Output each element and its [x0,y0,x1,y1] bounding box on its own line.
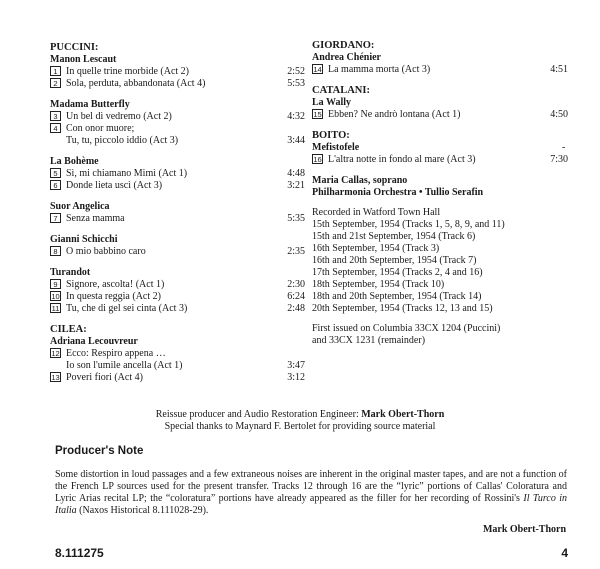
recording-line: 16th and 20th September, 1954 (Track 7) [312,255,477,266]
track-title: Io son l'umile ancella (Act 1) [66,360,183,371]
track-duration: 3:44 [287,135,305,146]
work-group [50,99,305,147]
track-duration: 2:48 [287,303,305,314]
track-duration: 2:52 [287,66,305,77]
track-title: Poveri fiori (Act 4) [66,372,143,383]
work-group [50,336,305,384]
recording-line: 18th and 20th September, 1954 (Track 14) [312,291,482,302]
producer-signature: Mark Obert-Thorn [482,524,566,535]
track-row [50,66,305,78]
track-title: Signore, ascolta! (Act 1) [66,279,165,290]
track-row [312,154,568,166]
track-title: Con onor muore; [66,123,135,134]
track-number-box [50,135,61,145]
work-group [50,234,305,258]
track-number-box: 12 [51,349,60,358]
track-duration: 3:21 [287,180,305,191]
track-number-box: 3 [50,111,61,121]
producers-note-heading: Producer's Note [55,445,144,457]
track-title: In quelle trine morbide (Act 2) [66,66,190,77]
work-title: Gianni Schicchi [50,234,118,245]
track-row [50,348,305,360]
work-title: Suor Angelica [50,201,110,212]
work-group [50,267,305,315]
track-duration: 3:12 [287,372,305,383]
track-number-box: 8 [50,246,61,256]
track-row [50,303,305,315]
track-duration: 5:53 [287,78,305,89]
track-duration: 2:30 [287,279,305,290]
track-title: Un bel dì vedremo (Act 2) [66,111,172,122]
credits-name: Mark Obert-Thorn [361,409,445,420]
track-number-box: 11 [51,304,60,313]
track-title: Ebben? Ne andrò lontana (Act 1) [328,109,461,120]
track-title: Tu, che di gel sei cinta (Act 3) [66,303,188,314]
left-tracklist [50,42,305,393]
track-row [50,111,305,123]
track-duration: 4:48 [287,168,305,179]
track-duration: 7:30 [550,154,568,165]
note-text-1: Some distortion in loud passages and a few extraneous noises are inherent in the original master tapes, and are not a function of the French LP sources used for the present transfer. Tracks 12 through 16 are the “lyric” portions of Callas' Coloratura and Lyric Arias recital LP; the “coloratura” portions have already appeared as the filler for her recording of Rossini's [55,469,567,504]
track-row [50,213,305,225]
track-row [50,246,305,258]
credits-line [0,409,600,421]
track-title: La mamma morta (Act 3) [328,64,431,75]
track-row [50,78,305,90]
track-duration: 3:47 [287,360,305,371]
issue-line: and 33CX 1231 (remainder) [312,335,426,346]
track-row [50,168,305,180]
track-number-box: 9 [50,279,61,289]
recording-line: 15th and 21st September, 1954 (Track 6) [312,231,476,242]
work-group [312,142,568,166]
work-title: Adriana Lecouvreur [50,336,138,347]
track-number-box: 10 [51,292,60,301]
work-title: Andrea Chénier [312,52,381,63]
track-row [50,279,305,291]
producers-note-text [55,469,567,517]
work-group [50,156,305,192]
margin-mark: - [562,142,566,153]
recording-line: Recorded in Watford Town Hall [312,207,441,218]
track-row [50,123,305,135]
track-row [50,291,305,303]
track-row [50,135,305,147]
track-number-box: 7 [50,213,61,223]
track-title: Senza mamma [66,213,125,224]
track-number-box: 13 [51,373,60,382]
work-title: Mefistofele [312,142,360,153]
note-text-2: (Naxos Historical 8.111028-29). [76,505,209,516]
composer-name: CATALANI: [312,85,370,96]
recording-line: 17th September, 1954 (Tracks 2, 4 and 16) [312,267,483,278]
work-title: Madama Butterfly [50,99,130,110]
composer-name: GIORDANO: [312,40,375,51]
right-tracklist [312,40,568,347]
issue-info [312,323,568,347]
work-title: La Bohème [50,156,99,167]
track-duration: 2:35 [287,246,305,257]
track-title: L'altra notte in fondo al mare (Act 3) [328,154,476,165]
recording-line: 20th September, 1954 (Tracks 12, 13 and 15) [312,303,493,314]
page-number: 4 [561,546,568,560]
track-row [50,360,305,372]
track-title: O mio babbino caro [66,246,146,257]
track-duration: 4:51 [550,64,568,75]
track-number-box: 15 [313,110,322,119]
track-duration: 6:24 [287,291,305,302]
artist-orchestra: Philharmonia Orchestra • Tullio Serafin [312,187,484,198]
work-group [312,52,568,76]
work-title: Manon Lescaut [50,54,117,65]
catalog-number: 8.111275 [55,546,104,560]
track-number-box: 1 [50,66,61,76]
track-duration: 4:32 [287,111,305,122]
work-group [50,54,305,90]
track-title: Donde lieta uscì (Act 3) [66,180,163,191]
recording-line: 18th September, 1954 (Track 10) [312,279,445,290]
credits-thanks: Special thanks to Maynard F. Bertolet for providing source material [164,421,436,432]
recording-line: 15th September, 1954 (Tracks 1, 5, 8, 9, and 11) [312,219,505,230]
credits-prefix: Reissue producer and Audio Restoration Engineer: [155,409,362,420]
track-number-box: 2 [50,78,61,88]
track-number-box [50,360,61,370]
recording-line: 16th September, 1954 (Track 3) [312,243,440,254]
work-title: Turandot [50,267,91,278]
recording-info [312,207,568,315]
work-group [50,201,305,225]
track-row [50,180,305,192]
artists [312,175,568,199]
track-row [312,64,568,76]
track-title: Sì, mi chiamano Mimì (Act 1) [66,168,188,179]
track-title: Sola, perduta, abbandonata (Act 4) [66,78,206,89]
track-title: In questa reggia (Act 2) [66,291,161,302]
credits [0,409,600,433]
track-number-box: 6 [50,180,61,190]
composer-name: PUCCINI: [50,42,99,53]
artist-soloist: Maria Callas, soprano [312,175,408,186]
track-number-box: 16 [313,155,322,164]
composer-name: BOITO: [312,130,350,141]
track-number-box: 4 [50,123,61,133]
track-duration: 4:50 [550,109,568,120]
note-italic-title: Il Turco in Italia [55,493,568,516]
track-number-box: 14 [313,65,322,74]
work-title: La Wally [312,97,351,108]
composer-name: CILEA: [50,324,87,335]
track-title: Tu, tu, piccolo iddio (Act 3) [66,135,179,146]
issue-line: First issued on Columbia 33CX 1204 (Puccini) [312,323,501,334]
track-duration: 5:35 [287,213,305,224]
track-number-box: 5 [50,168,61,178]
work-group [312,97,568,121]
track-title: Ecco: Respiro appena … [66,348,166,359]
track-row [312,109,568,121]
track-row [50,372,305,384]
